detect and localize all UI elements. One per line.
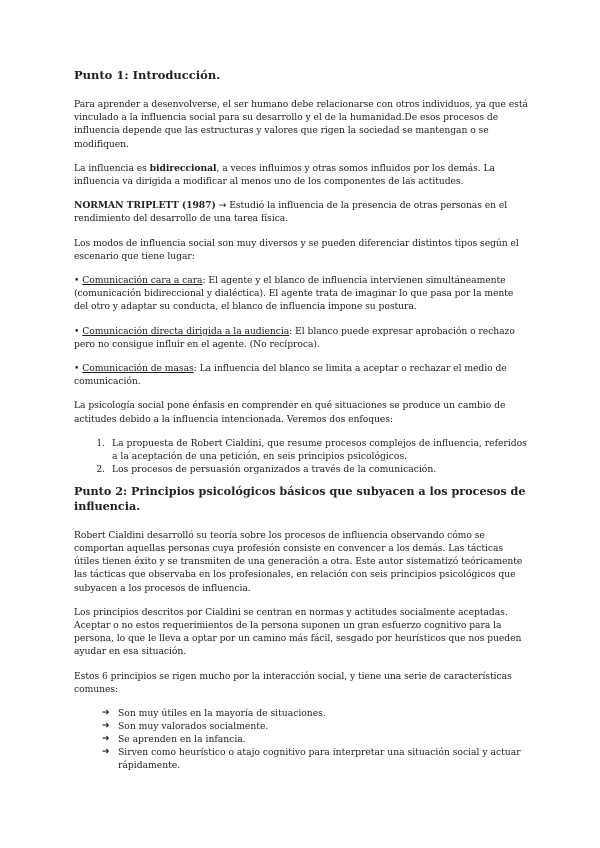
feature-text: Sirven como heurístico o atajo cognitivo para interpretar una situación social y actuar rápidamente.: [118, 747, 521, 772]
feature-text: Se aprenden en la infancia.: [118, 734, 246, 746]
feature-text: Son muy valorados socialmente.: [118, 721, 269, 733]
text-run: La influencia es: [74, 162, 150, 174]
cialdini-paragraph: Robert Cialdini desarrolló su teoría sobre los procesos de influencia observando cómo se comportan aquellas personas cuya profesión consiste en convencer a los demás. Las tácticas útiles tienen éxito y se transmiten de una generación a otra. Este autor sistematizó teóricamente las tácticas que observaba en los profesionales, en relación con seis principios psicológicos que subyacen a los procesos de influencia.: [74, 529, 523, 594]
arrow-icon: ➔: [102, 734, 110, 745]
author-name: NORMAN TRIPLETT (1987): [74, 200, 216, 212]
bullet-icon: •: [74, 325, 80, 337]
section2-title: Punto 2: Principios psicológicos básicos que subyacen a los procesos de influencia.: [74, 483, 526, 513]
modes-intro-paragraph: Los modos de influencia social son muy diversos y se pueden diferenciar distintos tipos según el escenario que tiene lugar:: [74, 237, 519, 262]
arrow-icon: ➔: [102, 747, 110, 758]
list-item: [102, 707, 530, 720]
triplett-paragraph: [74, 199, 530, 225]
feature-text: Son muy útiles en la mayoría de situaciones.: [118, 708, 326, 720]
mode-item: [74, 274, 530, 314]
text-run: , a veces influimos y otras somos influidos por los demás. La influencia va dirigida a modificar al menos uno de los componentes de las actitudes.: [74, 162, 495, 188]
list-item: [102, 720, 530, 733]
mode-term: Comunicación cara a cara: [82, 275, 203, 287]
mode-term: Comunicación de masas: [82, 363, 194, 375]
principles-paragraph: Los principios descritos por Cialdini se centran en normas y actitudes socialmente aceptadas. Aceptar o no estos requerimientos de la persona suponen un gran esfuerzo cognitivo para la persona, lo que le lleva a optar por un camino más fácil, sesgado por heurísticos que nos pueden ayudar en esa situación.: [74, 606, 522, 658]
mode-item: [74, 362, 530, 388]
list-item: 2. Los procesos de persuasión organizados a través de la comunicación.: [108, 463, 530, 476]
bidirectional-paragraph: [74, 162, 530, 188]
list-item: 1. La propuesta de Robert Cialdini, que resume procesos complejos de influencia, referidos a la aceptación de una petición, en seis principios psicológicos.: [108, 437, 530, 463]
mode-text: : El agente y el blanco de influencia intervienen simultáneamente (comunicación bidireccional y dialéctica). El agente trata de imaginar lo que pasa por la mente del otro y adaptar su conducta, el blanco de influencia impone su postura.: [74, 275, 514, 313]
arrow-icon: ➔: [102, 708, 110, 719]
bullet-icon: •: [74, 363, 80, 375]
section1-title: Punto 1: Introducción.: [74, 68, 221, 82]
mode-item: [74, 325, 530, 351]
text-run: Estudió la influencia de la presencia de otras personas en el rendimiento del desarrollo de una tarea física.: [74, 200, 508, 225]
mode-term: Comunicación directa dirigida a la audiencia: [82, 325, 290, 337]
mode-text: : El blanco puede expresar aprobación o rechazo pero no consigue influir en el agente. (No recíproca).: [74, 325, 515, 350]
list-item: [102, 733, 530, 746]
approaches-list: [74, 437, 530, 476]
features-intro-paragraph: Estos 6 principios se rigen mucho por la interacción social, y tiene una serie de características comunes:: [74, 670, 512, 695]
features-list: [74, 707, 530, 772]
bullet-icon: •: [74, 275, 80, 287]
intro-paragraph: Para aprender a desenvolverse, el ser humano debe relacionarse con otros individuos, ya que está vinculado a la influencia social para su desarrollo y el de la humanidad.De esos procesos de influencia depende que las estructuras y valores que rigen la sociedad se mantengan o se modifiquen.: [74, 99, 528, 150]
arrow-icon: ➔: [102, 721, 110, 732]
mode-text: : La influencia del blanco se limita a aceptar o rechazar el medio de comunicación.: [74, 363, 507, 388]
list-item: [102, 746, 530, 772]
arrow-icon: →: [218, 200, 227, 212]
bold-term: bidireccional: [149, 162, 217, 174]
approaches-intro-paragraph: La psicología social pone énfasis en comprender en qué situaciones se produce un cambio de actitudes debido a la influencia intencionada. Veremos dos enfoques:: [74, 400, 506, 425]
